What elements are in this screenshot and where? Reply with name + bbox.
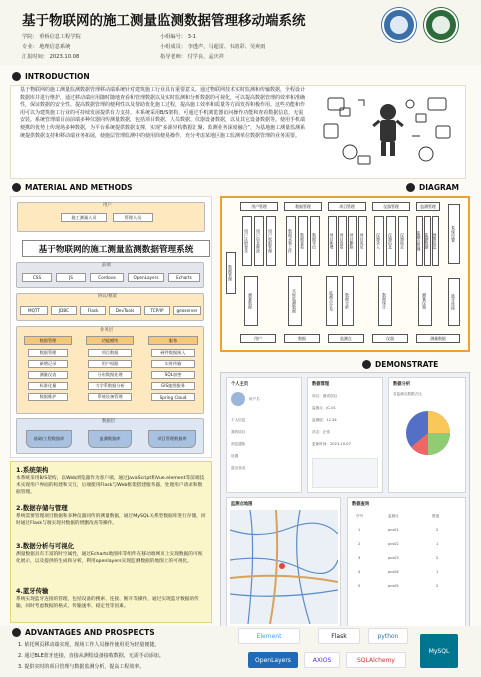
screen-title: 个人主页 bbox=[231, 382, 249, 387]
biz-item: SQL加密 bbox=[151, 371, 195, 379]
diagram-top-box: 监测管理 bbox=[416, 202, 440, 211]
geoserver-box: geoserver bbox=[173, 306, 201, 315]
table-cell: 1 bbox=[436, 570, 439, 574]
protocol-layer-label: 协议/框架 bbox=[98, 294, 118, 299]
screen-title: 数据分析 bbox=[393, 382, 411, 387]
school-emblem-icon bbox=[424, 8, 458, 42]
business-layer-label: 业务层 bbox=[100, 328, 114, 333]
diagram-leaf: 仪器检定 bbox=[398, 216, 408, 266]
advantage-item: 1. 依托网页移动端实现，现场工作人员操作使用更为轻量便捷。 bbox=[18, 642, 160, 648]
openlayers-logo-icon: OpenLayers bbox=[248, 652, 298, 668]
flask-logo-icon: Flask bbox=[318, 628, 360, 644]
biz-item: 数据管理 bbox=[28, 349, 68, 357]
tcpip-box: TCP/IP bbox=[144, 306, 170, 315]
monitor-db-icon: 监测数据库 bbox=[88, 430, 132, 448]
diagram-leaf: 项目新增 bbox=[328, 216, 337, 266]
user-name: 用户名 bbox=[249, 397, 260, 401]
biz-item: 数据维护 bbox=[28, 393, 68, 401]
bluetooth-box: 蓝牙连接 bbox=[448, 278, 460, 326]
diagram-bottom-label: 测量数据 bbox=[416, 334, 460, 343]
profile-screen bbox=[226, 377, 302, 493]
page-title: 基于物联网的施工测量监测数据管理移动端系统 bbox=[22, 13, 306, 29]
group-number: 小组编号： 3-1 bbox=[160, 34, 197, 40]
front-layer-label: 前端 bbox=[102, 263, 111, 268]
table-cell: 3 bbox=[358, 556, 361, 560]
intro-text: 基于物联网的施工测量监测数据管理移动端系统针对建筑施工行业具有重要意义。通过物联网技术实时监测和传输数据，全程设计数据库并进行维护，通过移动端应用随时随地查看和管理数据以及实时监测和分析数据的可视化，可以提高数据管理的效率和准确性，保证数据的安全性。提高数据管理的便利性以及帮助优化施工过程，提高施工效率和质量等方面发挥积极作用。这些功能和作用可以为建筑施工行业的可持续发展提供有力支持。本系统采用B/S架构，可通过手机浏览器访问操作功能和查看数据信息，无需安装。系统管理端目前前端多种仪器同传测量数据，包括项目数据、人员数据、仪器设备数据，以及其它设备数据等。使用手机端便携的优势上传现场多种数据，为平台系统提供数据支撑，实现“多源异构数据汇聚、监测业务深度融合”，为基地施工测量监测系统提供数据支持和移动端业务拓展，使施层管理监测中的使用简便易操作，充分考虑某地区施工监测单位数据管理的业务需要。 bbox=[20, 87, 306, 139]
menu-item[interactable]: 设置 bbox=[231, 454, 239, 458]
menu-item[interactable]: 消息通知 bbox=[231, 442, 246, 446]
diagram-leaf: 用户注册登录 bbox=[242, 216, 252, 266]
table-header: 数值 bbox=[432, 514, 440, 518]
table-cell: pcs02 bbox=[388, 542, 399, 546]
biz-item: 实时传输 bbox=[151, 360, 195, 368]
data-mgmt-col-head: 数据管理 bbox=[24, 336, 72, 345]
sqlalchemy-logo-icon: SQLAlchemy bbox=[346, 652, 406, 668]
data-card bbox=[312, 458, 378, 488]
diagram-leaf: 仪器信息 bbox=[386, 216, 396, 266]
data-overload-illustration-icon bbox=[318, 90, 458, 172]
table-cell: 1 bbox=[436, 542, 439, 546]
report-time: 汇报时间： 2023.10.08 bbox=[22, 54, 80, 60]
table-header: 监测点 bbox=[388, 514, 399, 518]
section-text: 系统实现蓝牙连接的管理，包括设备的搜索、连接、断开等操作，通过实现蓝牙数据的传输，同时考虑数据的格式、传输速率、稳定性等因素。 bbox=[16, 597, 199, 610]
advantages-heading: ADVANTAGES AND PROSPECTS bbox=[12, 626, 155, 639]
diagram-top-box: 仪器管理 bbox=[372, 202, 410, 211]
diagram-bottom-label: 用户 bbox=[240, 334, 276, 343]
school: 学院： 垂桥信息工程学院 bbox=[22, 34, 81, 40]
section-text: 本系统采用B/S架构，以Web浏览器作为客户端，通过JavaScript和Vue.element等前端技术实现用户界面的构建和交互，后端使用Flask与Web框架搭建服务器，处理用户请求和数据管理。 bbox=[16, 476, 205, 496]
biz-item: Spring Cloud bbox=[151, 393, 195, 401]
screen-title: 监测点地图 bbox=[231, 502, 253, 507]
biz-item: 力学系数据分析 bbox=[88, 382, 132, 390]
diagram-leaf: 项目查看 bbox=[338, 216, 347, 266]
diagram-leaf: 数据查看 bbox=[298, 216, 308, 266]
screen-title: 数据查询 bbox=[352, 502, 370, 507]
table-cell: pcs01 bbox=[388, 528, 399, 532]
admin-box: 管理人员 bbox=[113, 213, 153, 222]
section-text: 测量数据具有丰富的时空属性，通过Echarts地图库等组件在移动端网页上实现数据的可视化展示，以及提供的生成和分析，利用openlayers实现监测数据的地图上的可视化。 bbox=[16, 552, 203, 565]
element-logo-icon: Element bbox=[238, 628, 300, 644]
project-db-icon: 项目管理数据库 bbox=[148, 430, 196, 448]
data-row: 状态：正常 bbox=[312, 430, 330, 434]
jdbc-box: JDBC bbox=[51, 306, 77, 315]
data-layer-label: 数据层 bbox=[102, 419, 116, 424]
user-layer-label: 用户 bbox=[103, 203, 112, 208]
info-icon bbox=[12, 72, 21, 81]
section-title: 3.数据分析与可视化 bbox=[16, 542, 74, 550]
diagram-bottom-label: 监测点 bbox=[328, 334, 364, 343]
biz-item: GIS地图服务 bbox=[151, 382, 195, 390]
diagram-leaf: 仪器录入 bbox=[374, 216, 384, 266]
menu-item[interactable]: 退出登录 bbox=[231, 466, 246, 470]
diagram-leaf: 实时监测数据 bbox=[288, 276, 302, 326]
group-members: 小组成员： 李透声、马超雷、韦韵彩、吴爽雨 bbox=[160, 44, 266, 50]
axios-logo-icon: AXIOS bbox=[304, 652, 340, 668]
devtools-box: DevTools bbox=[109, 306, 141, 315]
demo-panel bbox=[220, 372, 470, 630]
header bbox=[0, 0, 481, 66]
diagram-leaf: 数据分析 bbox=[342, 276, 354, 326]
biz-item: 硬件数据接入 bbox=[151, 349, 195, 357]
diagram-leaf: 项目删除 bbox=[348, 216, 357, 266]
diagram-heading: DIAGRAM bbox=[406, 181, 459, 194]
diagram-leaf: 数据采集上传 bbox=[286, 216, 296, 266]
data-row: 监测点：JC-01 bbox=[312, 406, 336, 410]
flask-box: Flask bbox=[80, 306, 106, 315]
data-row: 更新时间：2023-10-07 bbox=[312, 442, 351, 446]
python-logo-icon: python bbox=[368, 628, 408, 644]
screen-icon bbox=[362, 360, 371, 369]
diagram-bottom-label: 数据 bbox=[284, 334, 320, 343]
menu-item[interactable]: 我的项目 bbox=[231, 430, 246, 434]
data-management-screen bbox=[307, 377, 383, 493]
biz-item: 标准化量 bbox=[28, 382, 68, 390]
advantage-item: 2. 通过BLE蓝牙连接，直接从测绘设备接收数据，无需手动添加。 bbox=[18, 653, 164, 659]
table-cell: pcs05 bbox=[388, 584, 399, 588]
diagram-leaf: 用户信息修改 bbox=[254, 216, 264, 266]
function-col-head: 功能模块 bbox=[86, 336, 134, 345]
biz-item: 系统设备管理 bbox=[88, 393, 132, 401]
system-title: 基于物联网的施工测量监测数据管理系统 bbox=[22, 240, 210, 257]
settings-box: 系统设置 bbox=[448, 204, 460, 264]
biz-item: 分布数据处理 bbox=[88, 371, 132, 379]
gear-icon bbox=[12, 183, 21, 192]
diagram-leaf: 数据统计 bbox=[378, 276, 392, 326]
table-cell: 1 bbox=[358, 528, 361, 532]
table-cell: 2 bbox=[436, 556, 439, 560]
diagram-leaf: 测量数据 bbox=[244, 276, 258, 326]
pie-chart-icon bbox=[403, 408, 453, 458]
map-view-icon[interactable] bbox=[230, 510, 338, 624]
table-cell: pcs03 bbox=[388, 556, 399, 560]
diagram-icon bbox=[406, 183, 415, 192]
biz-item: 新增记录 bbox=[28, 360, 68, 368]
biz-item: 用户权限 bbox=[88, 360, 132, 368]
advantage-item: 3. 提供实时的项目管理与数据监测分析，提高工程效率。 bbox=[18, 664, 145, 670]
diagram-leaf: 数据导出 bbox=[310, 216, 320, 266]
diagram-top-box: 用户管理 bbox=[240, 202, 278, 211]
section-title: 4.蓝牙传输 bbox=[16, 587, 49, 595]
diagram-side-label: 数据管理 bbox=[226, 252, 236, 294]
section-title: 2.数据存储与管理 bbox=[16, 504, 68, 512]
diagram-leaf: 监测点管理 bbox=[416, 216, 423, 266]
screen-title: 数据管理 bbox=[312, 382, 330, 387]
section-text: 系统需要管理项目数据和多种仪器同传的测量数据，通过MySQL关系型数据库进行存储，同时通过Flask与端实现对数据的增删改查等操作。 bbox=[16, 514, 206, 527]
css-box: CSS bbox=[22, 273, 52, 282]
table-cell: 4 bbox=[358, 570, 361, 574]
diagram-top-box: 项目管理 bbox=[328, 202, 366, 211]
diagram-bottom-label: 仪器 bbox=[372, 334, 408, 343]
data-row: 监测值：12.34 bbox=[312, 418, 337, 422]
data-row: 项目：测试项目 bbox=[312, 394, 338, 398]
surveyor-box: 施工测量人员 bbox=[61, 213, 107, 222]
analysis-screen bbox=[388, 377, 466, 493]
footer bbox=[0, 626, 481, 677]
table-cell: pcs04 bbox=[388, 570, 399, 574]
biz-item: 项目数据 bbox=[88, 349, 132, 357]
section-title: 1.系统架构 bbox=[16, 466, 49, 474]
diagram-leaf: 监测数据 bbox=[424, 216, 431, 266]
table-cell: 2 bbox=[358, 542, 361, 546]
diagram-leaf: 用户权限管理 bbox=[266, 216, 276, 266]
mm-heading: MATERIAL AND METHODS bbox=[12, 181, 133, 194]
table-cell: 2 bbox=[436, 528, 439, 532]
table-cell: 2 bbox=[436, 584, 439, 588]
service-col-head: 服务 bbox=[148, 336, 198, 345]
mqtt-box: MQTT bbox=[20, 306, 48, 315]
avatar bbox=[231, 392, 245, 406]
diagram-leaf: 预警信息 bbox=[432, 216, 439, 266]
star-icon bbox=[12, 628, 21, 637]
chart-subtitle: 各监测点数据占比 bbox=[393, 392, 422, 396]
university-logo-icon bbox=[382, 8, 416, 42]
diagram-top-box: 数据管理 bbox=[284, 202, 322, 211]
biz-item: 测量仪表 bbox=[28, 371, 68, 379]
query-screen bbox=[347, 497, 466, 627]
table-header: 序号 bbox=[356, 514, 364, 518]
diagram-leaf: 项目成员 bbox=[358, 216, 367, 266]
base-db-icon: 基础/工程数据库 bbox=[26, 430, 72, 448]
major: 专业： 地理信息系统 bbox=[22, 44, 71, 50]
demo-heading: DEMONSTRATE bbox=[362, 358, 438, 371]
cordova-box: Cordova bbox=[90, 273, 124, 282]
function-diagram bbox=[220, 196, 470, 352]
diagram-leaf: 测量仪器 bbox=[418, 276, 432, 326]
diagram-leaf: 监测点分布 bbox=[326, 276, 338, 326]
js-box: JS bbox=[56, 273, 86, 282]
intro-heading: INTRODUCTION bbox=[12, 70, 90, 83]
openlayers-box: OpenLayers bbox=[128, 273, 164, 282]
menu-item[interactable]: 个人信息 bbox=[231, 418, 246, 422]
echarts-box: Echarts bbox=[168, 273, 200, 282]
table-cell: 5 bbox=[358, 584, 361, 588]
advisor: 指导老师： 付学良、孟庆祥 bbox=[160, 54, 224, 60]
mysql-logo-icon: MySQL bbox=[420, 634, 458, 668]
map-screen bbox=[226, 497, 341, 627]
